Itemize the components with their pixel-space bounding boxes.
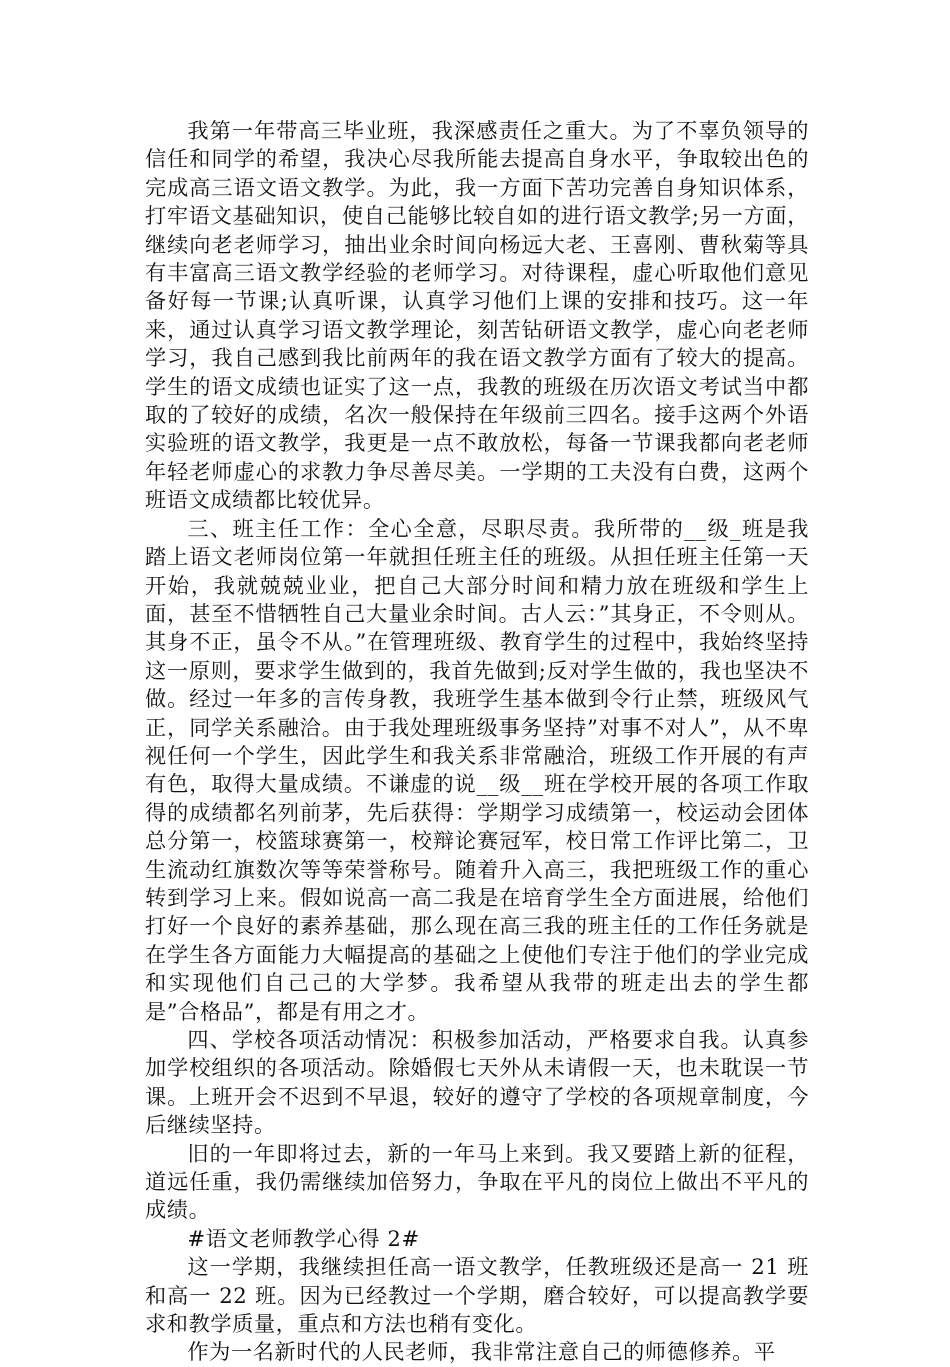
paragraph-closing: 旧的一年即将过去，新的一年马上来到。我又要踏上新的征程，道远任重，我仍需继续加倍努力，争取在平凡的岗位上做出不平凡的成绩。 xyxy=(145,1140,809,1223)
paragraph-semester: 这一学期，我继续担任高一语文教学，任教班级还是高一 21 班和高一 22 班。因为已经教过一个学期，磨合较好，可以提高教学要求和教学质量，重点和方法也稍有变化。 xyxy=(145,1254,809,1337)
paragraph-ethics: 作为一名新时代的人民老师，我非常注意自己的师德修养。平 xyxy=(187,1339,776,1365)
document-body xyxy=(145,117,809,1367)
section-heading: #语文老师教学心得 2# xyxy=(187,1225,420,1251)
paragraph-class-teacher: 三、班主任工作：全心全意，尽职尽责。我所带的__级_班是我踏上语文老师岗位第一年就担任班主任的班级。从担任班主任第一天开始，我就兢兢业业，把自己大部分时间和精力放在班级和学生上面，甚至不惜牺牲自己大量业余时间。古人云：”其身正，不令则从。其身不正，虽令不从。”在管理班级、教育学生的过程中，我始终坚持这一原则，要求学生做到的，我首先做到;反对学生做的，我也坚决不做。经过一年多的言传身教，我班学生基本做到令行止禁，班级风气正，同学关系融洽。由于我处理班级事务坚持”对事不对人”，从不卑视任何一个学生，因此学生和我关系非常融洽，班级工作开展的有声有色，取得大量成绩。不谦虚的说__级__班在学校开展的各项工作取得的成绩都名列前茅，先后获得：学期学习成绩第一，校运动会团体总分第一，校篮球赛第一，校辩论赛冠军，校日常工作评比第二，卫生流动红旗数次等等荣誉称号。随着升入高三，我把班级工作的重心转到学习上来。假如说高一高二我是在培育学生全方面进展，给他们打好一个良好的素养基础，那么现在高三我的班主任的工作任务就是在学生各方面能力大幅提高的基础之上使他们专注于他们的学业完成和实现他们自己己的大学梦。我希望从我带的班走出去的学生都是”合格品”，都是有用之才。 xyxy=(145,515,809,1024)
paragraph-teaching: 我第一年带高三毕业班，我深感责任之重大。为了不辜负领导的信任和同学的希望，我决心尽我所能去提高自身水平，争取较出色的完成高三语文语文教学。为此，我一方面下苦功完善自身知识体系，打牢语文基础知识，使自己能够比较自如的进行语文教学;另一方面，继续向老老师学习，抽出业余时间向杨远大老、王喜刚、曹秋菊等具有丰富高三语文教学经验的老师学习。对待课程，虚心听取他们意见备好每一节课;认真听课，认真学习他们上课的安排和技巧。这一年来，通过认真学习语文教学理论，刻苦钻研语文教学，虚心向老老师学习，我自己感到我比前两年的我在语文教学方面有了较大的提高。学生的语文成绩也证实了这一点，我教的班级在历次语文考试当中都取的了较好的成绩，名次一般保持在年级前三四名。接手这两个外语实验班的语文教学，我更是一点不敢放松，每备一节课我都向老老师年轻老师虚心的求教力争尽善尽美。一学期的工夫没有白费，这两个班语文成绩都比较优异。 xyxy=(145,118,809,513)
paragraph-school-activities: 四、学校各项活动情况：积极参加活动，严格要求自我。认真参加学校组织的各项活动。除婚假七天外从未请假一天，也未耽误一节课。上班开会不迟到不早退，较好的遵守了学校的各项规章制度，今后继续坚持。 xyxy=(145,1027,809,1138)
